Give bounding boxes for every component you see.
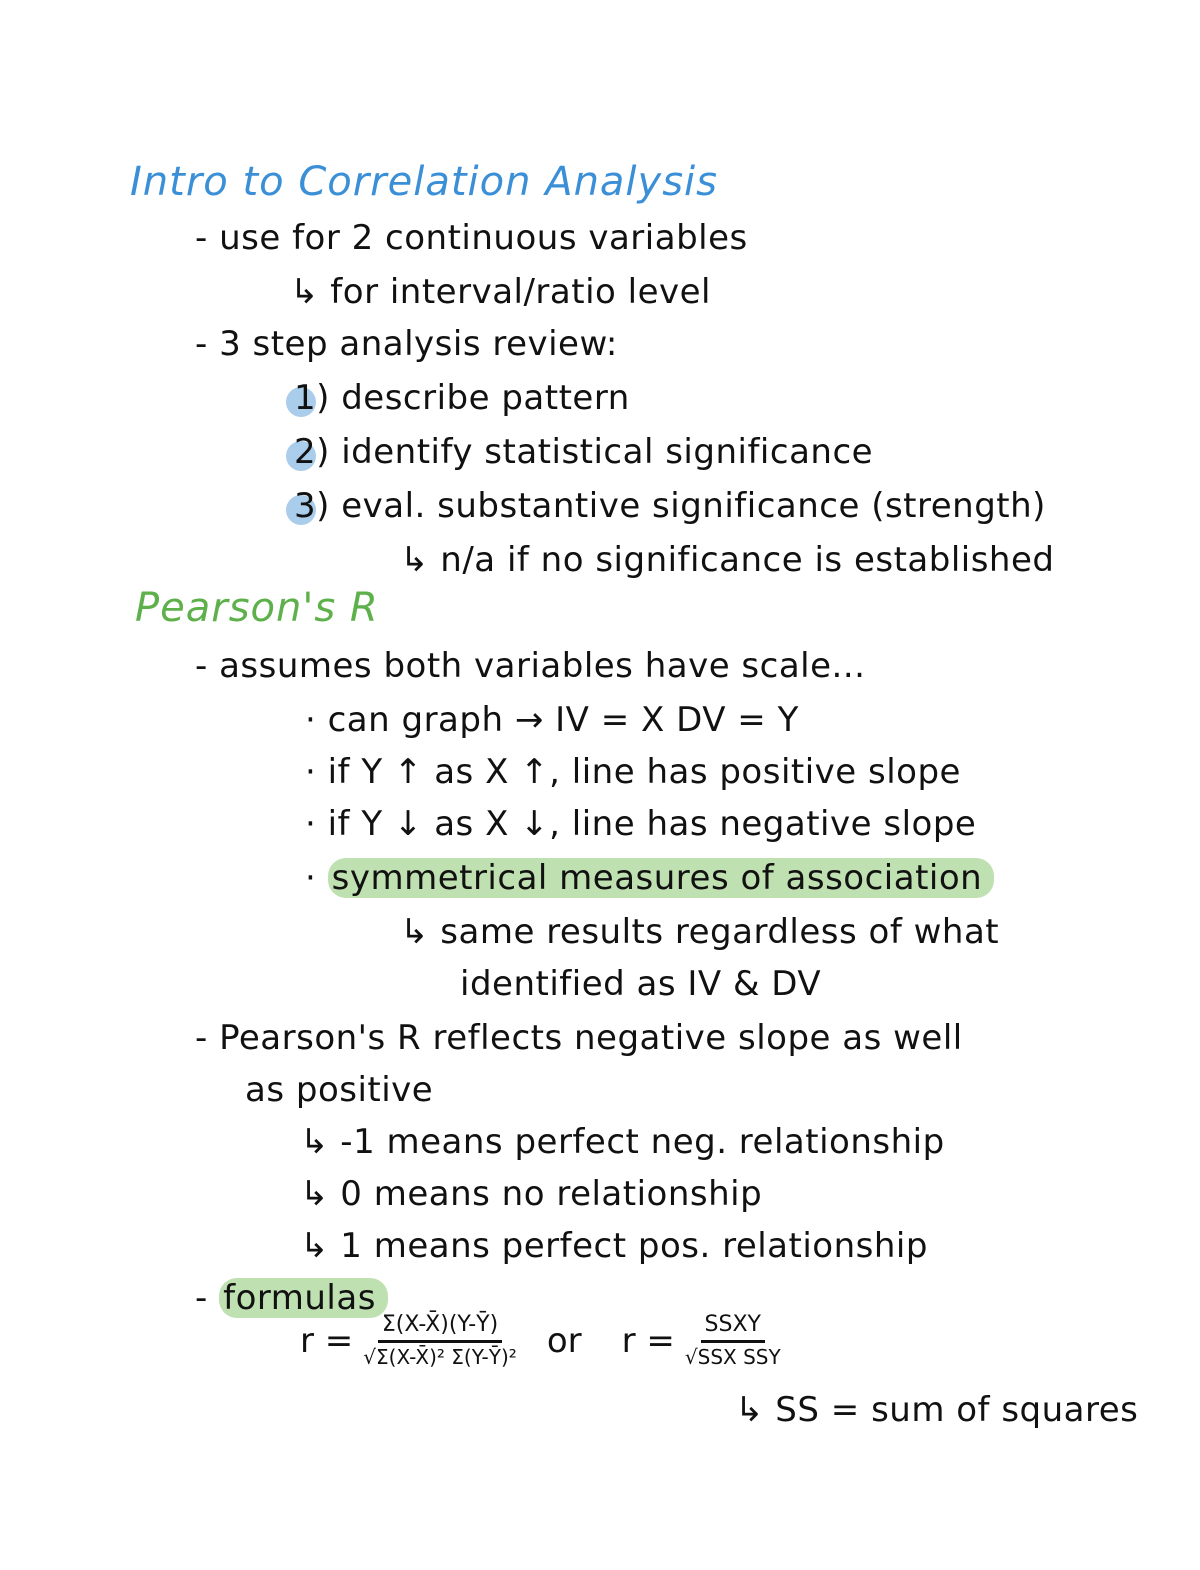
step-3-text: eval. substantive significance (strength) [329,486,1046,526]
formula-or: or [546,1320,582,1361]
dot-symmetrical-bullet: · [305,858,317,898]
formula-1-fraction [363,1312,517,1369]
bullet-reflects-negative-cont: as positive [245,1070,434,1110]
bullet-assumes-scale: - assumes both variables have scale... [195,646,866,686]
step-2-number: 2) [294,432,330,472]
dot-negative-slope: · if Y ↓ as X ↓, line has negative slope [305,804,977,844]
bullet-continuous-variables: - use for 2 continuous variables [195,218,748,258]
section-title-intro: Intro to Correlation Analysis [130,159,719,205]
dot-positive-slope: · if Y ↑ as X ↑, line has positive slope [305,752,961,792]
sub-zero: ↳ 0 means no relationship [300,1174,763,1214]
sub-na-no-significance: ↳ n/a if no significance is established [400,540,1055,580]
bullet-reflects-negative: - Pearson's R reflects negative slope as well [195,1018,963,1058]
sub-interval-ratio: ↳ for interval/ratio level [290,272,711,312]
formula-1-numerator: Σ(X-X̄)(Y-Ȳ) [378,1312,502,1343]
formula-1-denominator: √Σ(X-X̄)² Σ(Y-Ȳ)² [363,1345,517,1369]
step-2-text: identify statistical significance [329,432,874,472]
step-3 [292,484,1046,528]
section-title-pearsons-r: Pearson's R [135,585,379,631]
bullet-formulas-dash: - [195,1278,208,1318]
sub-minus-one: ↳ -1 means perfect neg. relationship [300,1122,945,1162]
step-1-number: 1) [294,378,330,418]
formula-2-denominator: √SSX SSY [684,1345,781,1369]
formulas-row [300,1312,791,1369]
bullet-three-step: - 3 step analysis review: [195,324,618,364]
sub-one: ↳ 1 means perfect pos. relationship [300,1226,928,1266]
formula-2-numerator: SSXY [701,1312,765,1343]
step-2 [292,430,873,474]
sub-sum-of-squares: ↳ SS = sum of squares [735,1390,1139,1430]
step-1 [292,376,630,420]
highlight-formulas: formulas [219,1278,388,1318]
formula-2-fraction [685,1312,781,1369]
formula-2-lhs: r = [621,1320,675,1361]
sub-same-results: ↳ same results regardless of what [400,912,1000,952]
dot-can-graph: · can graph → IV = X DV = Y [305,700,799,740]
formula-1-lhs: r = [300,1320,354,1361]
step-3-number: 3) [294,486,330,526]
dot-symmetrical [305,856,994,900]
highlight-symmetrical-measures: symmetrical measures of association [328,858,995,898]
sub-same-results-cont: identified as IV & DV [460,964,822,1004]
step-1-text: describe pattern [329,378,630,418]
